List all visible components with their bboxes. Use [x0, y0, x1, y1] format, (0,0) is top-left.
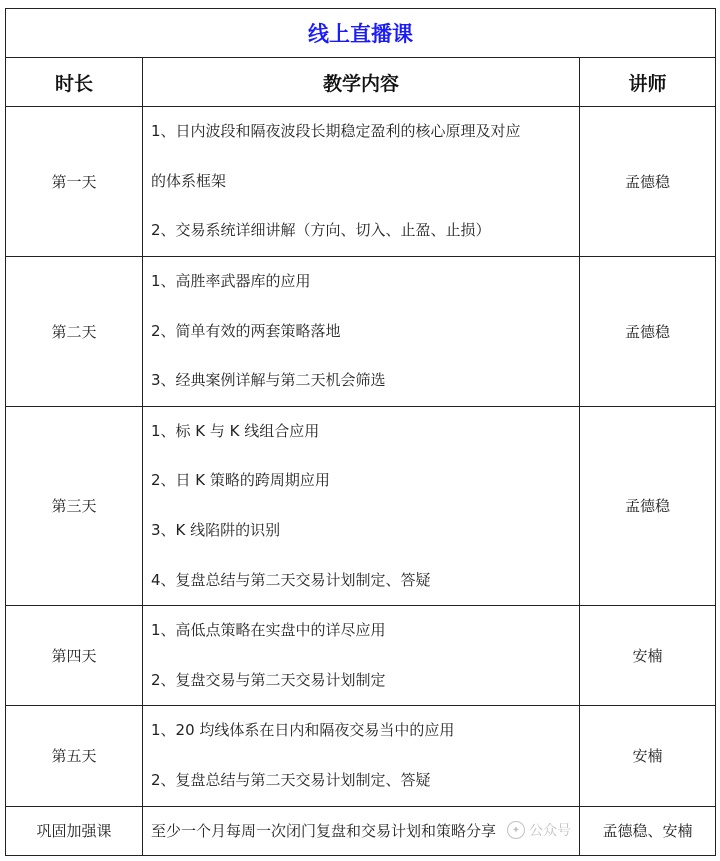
table-row: [6, 257, 716, 407]
content-cell: 至少一个月每周一次闭门复盘和交易计划和策略分享: [143, 806, 580, 855]
content-line: 1、20 均线体系在日内和隔夜交易当中的应用: [151, 721, 455, 740]
content-cell: [143, 606, 580, 706]
table-row: [6, 406, 716, 605]
teacher-cell: 孟德稳: [580, 257, 716, 407]
content-line: 2、复盘总结与第二天交易计划制定、答疑: [151, 770, 431, 789]
wechat-official-account-icon: ✦: [507, 821, 525, 839]
day-cell: 第二天: [6, 257, 143, 407]
content-line: 1、日内波段和隔夜波段长期稳定盈利的核心原理及对应: [151, 122, 521, 140]
header-content: 教学内容: [143, 58, 580, 107]
content-line: 1、高胜率武器库的应用: [151, 272, 311, 290]
content-line: 2、简单有效的两套策略落地: [151, 321, 341, 340]
header-row: [6, 58, 716, 107]
content-line: 1、标 K 与 K 线组合应用: [151, 421, 320, 440]
table-row-consolidation: [6, 806, 716, 855]
content-cell: [143, 706, 580, 806]
watermark-text: 公众号: [529, 823, 571, 839]
course-schedule-table: [5, 8, 716, 856]
day-cell: 巩固加强课: [6, 806, 143, 855]
table-title: 线上直播课: [6, 9, 716, 58]
content-line: 2、交易系统详细讲解（方向、切入、止盈、止损）: [151, 221, 491, 240]
table-row: [6, 706, 716, 806]
content-cell: [143, 257, 580, 407]
teacher-cell: 孟德稳: [580, 406, 716, 605]
title-row: [6, 9, 716, 58]
day-cell: 第五天: [6, 706, 143, 806]
header-teacher: 讲师: [580, 58, 716, 107]
content-line: 3、经典案例详解与第二天机会筛选: [151, 371, 386, 390]
content-line: 2、复盘交易与第二天交易计划制定: [151, 670, 386, 689]
teacher-cell: 孟德稳: [580, 107, 716, 257]
teacher-cell: 安楠: [580, 606, 716, 706]
content-line: 3、K 线陷阱的识别: [151, 520, 281, 539]
content-line: 1、高低点策略在实盘中的详尽应用: [151, 621, 386, 640]
table-row: [6, 606, 716, 706]
day-cell: 第一天: [6, 107, 143, 257]
table-row: [6, 107, 716, 257]
header-duration: 时长: [6, 58, 143, 107]
day-cell: 第三天: [6, 406, 143, 605]
day-cell: 第四天: [6, 606, 143, 706]
content-cell: [143, 406, 580, 605]
teacher-cell: 安楠: [580, 706, 716, 806]
content-line: 2、日 K 策略的跨周期应用: [151, 471, 330, 490]
teacher-cell: 孟德稳、安楠: [580, 806, 716, 855]
content-cell: [143, 107, 580, 257]
content-line: 的体系框架: [151, 171, 227, 190]
content-line: 4、复盘总结与第二天交易计划制定、答疑: [151, 570, 431, 589]
